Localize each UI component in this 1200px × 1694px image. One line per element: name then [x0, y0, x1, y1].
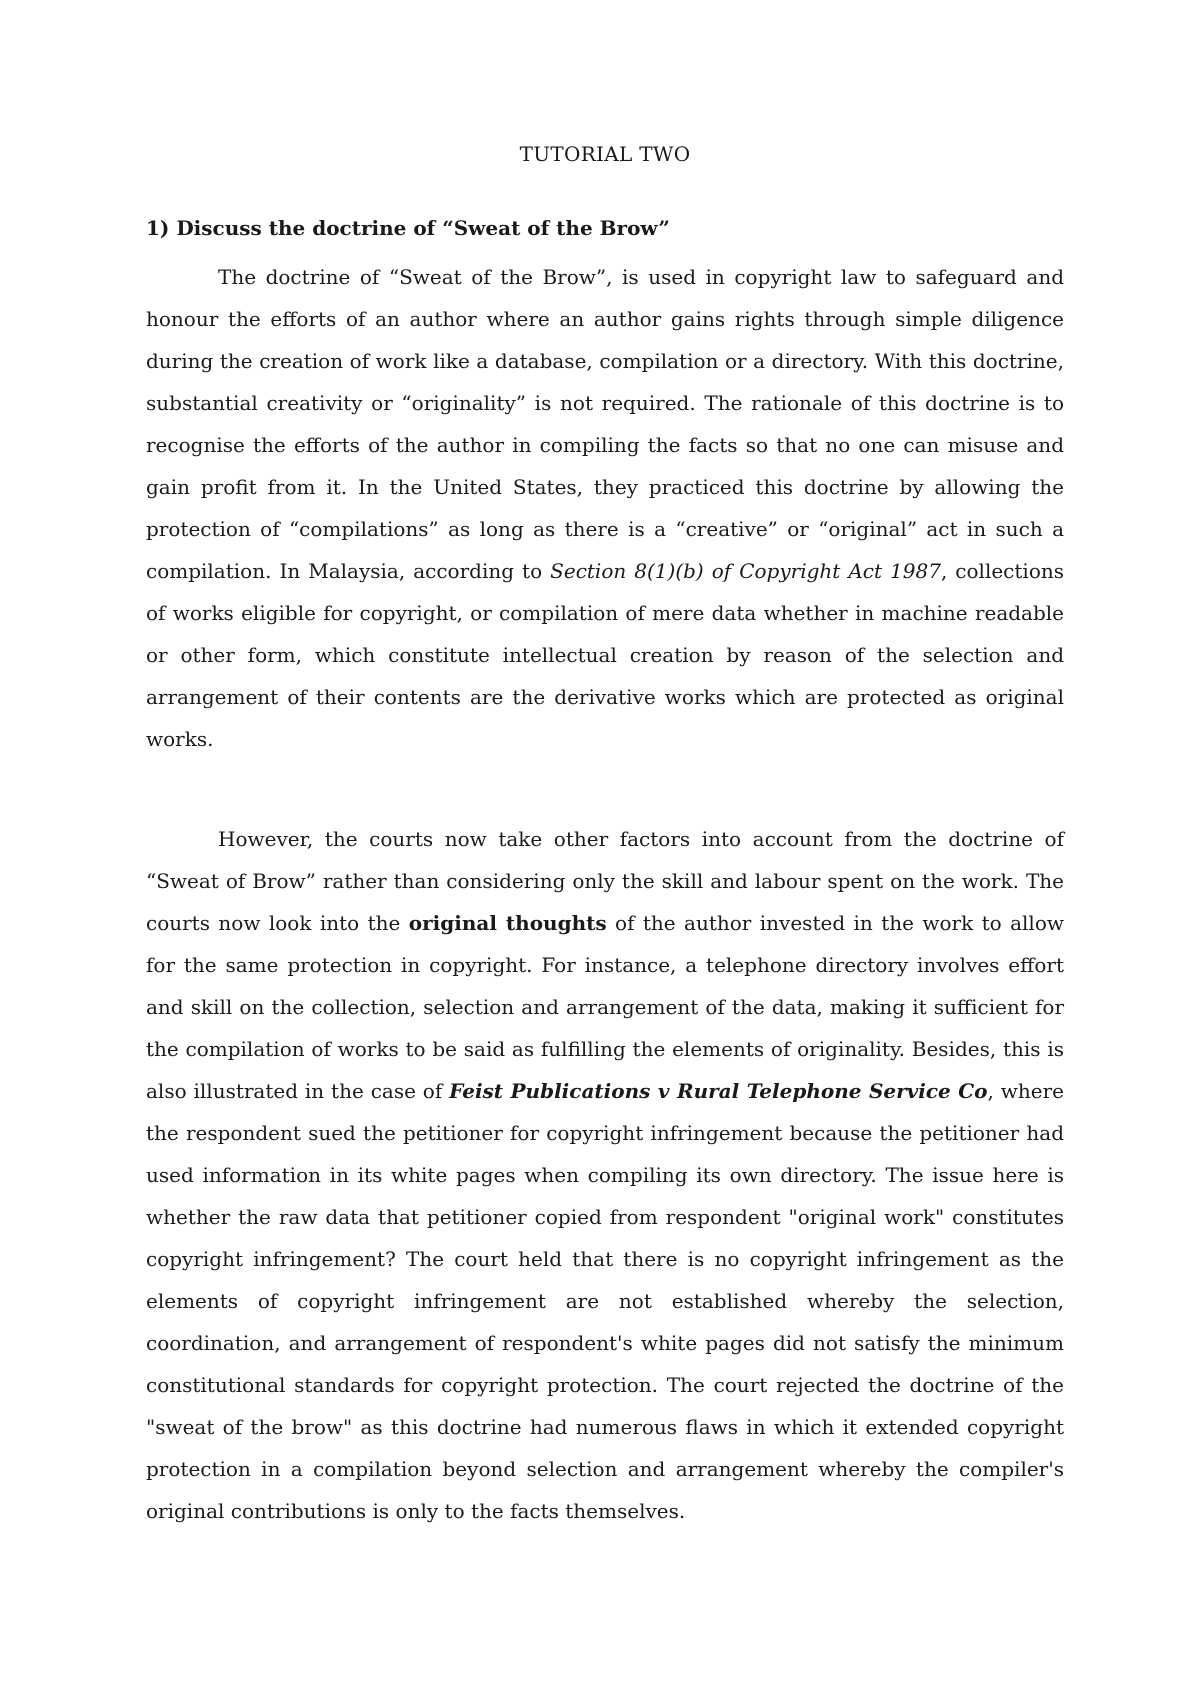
paragraph-2-text-a: However, the courts now take other factors into account from the doctrine of “Sweat of Brow” rather than considering only the skill and labour spent on the work. The courts now look into the [146, 827, 1064, 935]
statute-citation: Section 8(1)(b) of Copyright Act 1987 [550, 559, 941, 583]
paragraph-2-text-b: of the author invested in the work to allow for the same protection in copyright. For instance, a telephone directory involves effort and skill on the collection, selection and arrangement of the data, making it sufficient for the compilation of works to be said as fulfilling the elements of originality. Besides, this is also illustrated in the case of [146, 911, 1064, 1103]
paragraph-1-text-a: The doctrine of “Sweat of the Brow”, is used in copyright law to safeguard and honour the efforts of an author where an author gains rights through simple diligence during the creation of work like a database, compilation or a directory. With this doctrine, substantial creativity or “originality” is not required. The rationale of this doctrine is to recognise the efforts of the author in compiling the facts so that no one can misuse and gain profit from it. In the United States, they practiced this doctrine by allowing the protection of “compilations” as long as there is a “creative” or “original” act in such a compilation. In Malaysia, according to [146, 265, 1064, 583]
paragraph-1-text-b: , collections of works eligible for copyright, or compilation of mere data whether in machine readable or other form, which constitute intellectual creation by reason of the selection and arrangement of their contents are the derivative works which are protected as original works. [146, 559, 1065, 751]
emphasis-original-thoughts: original thoughts [408, 911, 607, 935]
document-page [146, 140, 1064, 1532]
case-citation: Feist Publications v Rural Telephone Service Co [449, 1079, 988, 1103]
paragraph-2 [146, 818, 1064, 1532]
paragraph-1 [146, 256, 1064, 760]
question-heading: 1) Discuss the doctrine of “Sweat of the Brow” [146, 216, 670, 240]
paragraph-2-text-c: , where the respondent sued the petitioner for copyright infringement because the petitioner had used information in its white pages when compiling its own directory. The issue here is whether the raw data that petitioner copied from respondent "original work" constitutes copyright infringement? The court held that there is no copyright infringement as the elements of copyright infringement are not established whereby the selection, coordination, and arrangement of respondent's white pages did not satisfy the minimum constitutional standards for copyright protection. The court rejected the doctrine of the "sweat of the brow" as this doctrine had numerous flaws in which it extended copyright protection in a compilation beyond selection and arrangement whereby the compiler's original contributions is only to the facts themselves. [146, 1079, 1064, 1523]
document-title: TUTORIAL TWO [519, 142, 691, 166]
